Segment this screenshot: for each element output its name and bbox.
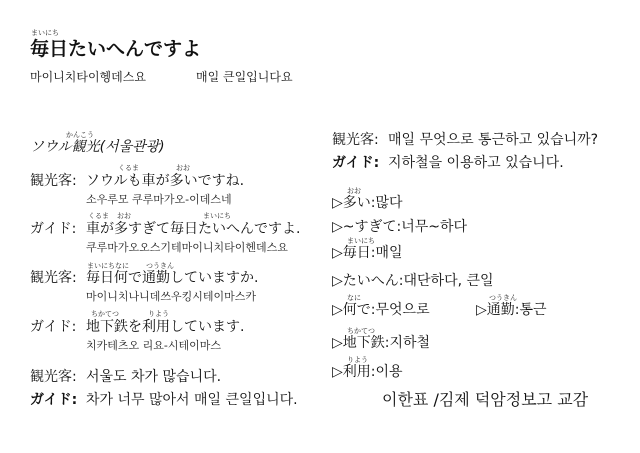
- vocab-1: [332, 196, 403, 210]
- page-title: 毎日たいへんですよ: [30, 38, 202, 60]
- dialogue-3-text: 毎日何で通勤していますか.: [86, 270, 259, 286]
- dialogue-3-furigana-1: まいにちなに: [87, 262, 129, 270]
- vocab-3: [332, 246, 403, 260]
- vocab-word: 毎日: [342, 245, 371, 261]
- vocab-meaning: :너무~하다: [396, 219, 468, 235]
- right-dialogue-2-text: 지하철을 이용하고 있습니다.: [388, 155, 564, 171]
- dialogue-1-speaker: 観光客:: [30, 173, 77, 189]
- dialogue-2-furigana-3: まいにち: [203, 212, 231, 220]
- dialogue-5-speaker: 観光客:: [30, 369, 77, 385]
- section-title: ソウル観光(서울관광): [30, 139, 165, 155]
- dialogue-2-text: 車が多すぎて毎日たいへんですよ.: [86, 221, 301, 237]
- vocab-3-furigana: まいにち: [347, 237, 375, 245]
- vocab-word: たいへん: [342, 273, 399, 289]
- vocab-7: [332, 336, 430, 350]
- vocab-marker: ▷: [332, 245, 343, 261]
- title-furigana: まいにち: [31, 29, 59, 37]
- dialogue-3-speaker: 観光客:: [30, 270, 77, 286]
- section-furigana: かんこう: [66, 131, 94, 139]
- vocab-marker: ▷: [332, 195, 343, 211]
- vocab-6-furigana: つうきん: [489, 294, 517, 302]
- vocab-8-furigana: りよう: [347, 356, 368, 364]
- vocab-marker: ▷: [332, 219, 343, 235]
- dialogue-1-furigana-2: おお: [176, 164, 190, 172]
- dialogue-5-text: 서울도 차가 많습니다.: [86, 369, 222, 385]
- right-dialogue-2-speaker: ガイド:: [332, 155, 380, 171]
- vocab-4: [332, 274, 494, 288]
- dialogue-6-speaker: ガイド:: [30, 392, 78, 408]
- vocab-meaning: :이용: [370, 364, 403, 380]
- vocab-word: 利用: [342, 364, 371, 380]
- dialogue-6-text: 차가 너무 많아서 매일 큰일입니다.: [86, 392, 298, 408]
- vocab-meaning: :무엇으로: [370, 302, 430, 318]
- right-dialogue-1-speaker: 観光客:: [332, 132, 379, 148]
- right-dialogue-1-text: 매일 무엇으로 통근하고 있습니까?: [388, 132, 599, 148]
- vocab-meaning: :대단하다, 큰일: [398, 273, 494, 289]
- dialogue-2-speaker: ガイド:: [30, 221, 77, 237]
- vocab-word: 多い: [342, 195, 371, 211]
- vocab-word: ~すぎて: [342, 219, 397, 235]
- dialogue-4-speaker: ガイド:: [30, 319, 77, 335]
- vocab-marker: ▷: [476, 302, 487, 318]
- vocab-meaning: :통근: [514, 302, 547, 318]
- dialogue-2-reading: 쿠루마가오오스기테마이니치타이헨데스요: [86, 241, 288, 254]
- vocab-marker: ▷: [332, 302, 343, 318]
- vocab-word: 通勤: [486, 302, 515, 318]
- dialogue-4-furigana-1: ちかてつ: [91, 310, 119, 318]
- dialogue-4-text: 地下鉄を利用しています.: [86, 319, 245, 335]
- dialogue-2-furigana-1: くるま: [88, 212, 109, 220]
- dialogue-3-reading: 마이니치나니데쓰우킹시테이마스카: [86, 290, 257, 303]
- title-meaning: 매일 큰일입니다요: [196, 70, 293, 84]
- author-credit: 이한표 /김제 덕암정보고 교감: [382, 390, 589, 409]
- dialogue-1-furigana-1: くるま: [118, 164, 139, 172]
- vocab-5: [332, 303, 430, 317]
- vocab-meaning: :많다: [370, 195, 403, 211]
- vocab-1-furigana: おお: [347, 187, 361, 195]
- dialogue-4-furigana-2: りよう: [148, 310, 169, 318]
- vocab-meaning: :지하철: [384, 335, 431, 351]
- dialogue-1-reading: 소우루모 쿠루마가오-이데스네: [86, 193, 232, 206]
- dialogue-2-furigana-2: おお: [117, 212, 131, 220]
- vocab-meaning: :매일: [370, 245, 403, 261]
- vocab-8: [332, 365, 403, 379]
- vocab-word: 何で: [342, 302, 371, 318]
- title-reading: 마이니치타이헹데스요: [30, 70, 146, 84]
- dialogue-1-text: ソウルも車が多いですね.: [86, 173, 245, 189]
- dialogue-3-furigana-2: つうきん: [146, 262, 174, 270]
- vocab-marker: ▷: [332, 273, 343, 289]
- vocab-marker: ▷: [332, 364, 343, 380]
- dialogue-4-reading: 치카테츠오 리요-시테이마스: [86, 339, 221, 352]
- vocab-marker: ▷: [332, 335, 343, 351]
- vocab-7-furigana: ちかてつ: [347, 327, 375, 335]
- vocab-5-furigana: なに: [347, 294, 361, 302]
- vocab-2: [332, 220, 467, 234]
- vocab-6: [476, 303, 547, 317]
- vocab-word: 地下鉄: [342, 335, 385, 351]
